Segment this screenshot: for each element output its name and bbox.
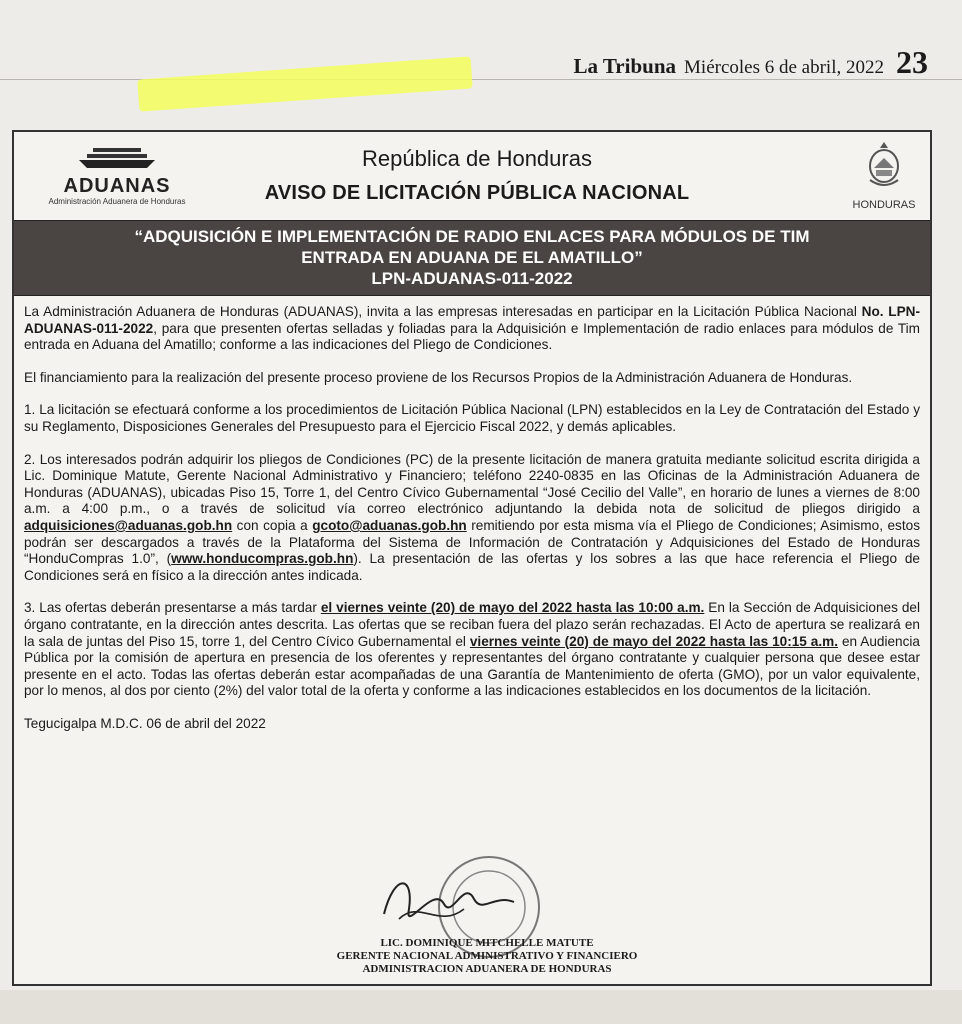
tender-title-banner xyxy=(14,220,930,296)
aduanas-logo xyxy=(22,146,212,206)
honduras-wordmark: HONDURAS xyxy=(852,199,916,211)
republic-title: República de Honduras xyxy=(362,146,592,171)
banner-line-3: LPN-ADUANAS-011-2022 xyxy=(371,269,573,288)
aduanas-subtitle: Administración Aduanera de Honduras xyxy=(48,197,186,206)
tender-notice xyxy=(12,130,932,986)
newspaper-masthead xyxy=(573,44,928,81)
opening-date: viernes veinte (20) de mayo del 2022 hasta las 10:15 a.m. xyxy=(469,633,839,649)
notice-title-block xyxy=(224,146,730,205)
place-and-date: Tegucigalpa M.D.C. 06 de abril del 2022 xyxy=(24,715,266,731)
banner-line-2: ENTRADA EN ADUANA DE EL AMATILLO” xyxy=(301,248,643,267)
notice-title: AVISO DE LICITACIÓN PÚBLICA NACIONAL xyxy=(264,182,690,204)
publication-date: Miércoles 6 de abril, 2022 xyxy=(684,57,884,78)
signer-name: LIC. DOMINIQUE MITCHELLE MATUTE xyxy=(380,937,594,949)
honduras-logo xyxy=(844,140,924,211)
email-link-adquisiciones[interactable]: adquisiciones@aduanas.gob.hn xyxy=(24,517,233,533)
list-item-2: 2. Los interesados podrán adquirir los pliegos de Condiciones (PC) de la presente licitación de manera gratuita mediante solicitud escrita dirigida a Lic. Dominique Matute, Gerente Nacional Administrativo y Financiero; teléfono 2240-0835 en las Oficinas de la Administración Aduanera de Honduras (ADUANAS), ubicadas Piso 15, Torre 1, del Centro Cívico Gubernamental “José Cecilio del Valle”, en horario de lunes a viernes de 8:00 a.m. a 4:00 p.m., o a través de solicitud vía correo electrónico adjuntando la debida nota de solicitud de pliegos dirigido a adquisiciones@aduanas.gob.hn con copia a gcoto@aduanas.gob.hn remitiendo por esta misma vía el Pliego de Condiciones; Asimismo, estos podrán ser descargados a través de la Plataforma del Sistema de Información de Contratación y Adquisiciones del Estado de Honduras “HonduCompras 1.0”, (www.honducompras.gob.hn). La presentación de las ofertas y los sobres a las que hace referencia el Pliego de Condiciones será en físico a la dirección antes indicada. xyxy=(24,451,920,583)
submission-deadline: el viernes veinte (20) de mayo del 2022 hasta las 10:00 a.m. xyxy=(320,600,705,616)
honducompras-link[interactable]: www.honducompras.gob.hn xyxy=(171,551,354,567)
intro-paragraph: La Administración Aduanera de Honduras (ADUANAS), invita a las empresas interesadas en participar en la Licitación Pública Nacional No. LPN-ADUANAS-011-2022, para que presenten ofertas selladas y foliadas para la Adquisición e Implementación de radio enlaces para módulos de Tim entrada en Aduana del Amatillo; conforme a las indicaciones del Pliego de Condiciones. xyxy=(24,304,921,353)
notice-header xyxy=(14,132,930,220)
signer-organization: ADMINISTRACION ADUANERA DE HONDURAS xyxy=(362,963,612,975)
coat-of-arms-icon xyxy=(864,140,904,192)
email-link-gcoto[interactable]: gcoto@aduanas.gob.hn xyxy=(312,517,467,533)
signature-block xyxy=(14,937,930,976)
handwritten-signature xyxy=(374,864,524,944)
list-item-1: 1. La licitación se efectuará conforme a los procedimientos de Licitación Pública Nacional (LPN) establecidos en la Ley de Contratación del Estado y su Reglamento, Disposiciones Generales del Presupuesto para el Ejercicio Fiscal 2022, y demás aplicables. xyxy=(24,402,920,434)
ship-icon xyxy=(77,146,157,170)
publication-name: La Tribuna xyxy=(573,54,677,78)
financing-paragraph: El financiamiento para la realización del presente proceso proviene de los Recursos Propios de la Administración Aduanera de Honduras. xyxy=(24,369,853,385)
banner-line-1: “ADQUISICIÓN E IMPLEMENTACIÓN DE RADIO ENLACES PARA MÓDULOS DE TIM xyxy=(134,227,810,246)
notice-body xyxy=(14,296,930,732)
marker-highlight xyxy=(137,56,472,111)
page-number: 23 xyxy=(896,44,928,80)
signer-role: GERENTE NACIONAL ADMINISTRATIVO Y FINANCIERO xyxy=(336,950,638,962)
aduanas-wordmark: ADUANAS xyxy=(63,175,171,197)
list-item-3: 3. Las ofertas deberán presentarse a más tardar el viernes veinte (20) de mayo del 2022 hasta las 10:00 a.m. En la Sección de Adquisiciones del órgano contratante, en la dirección antes descrita. Las ofertas que se reciban fuera del plazo serán rechazadas. El Acto de apertura se realizará en la sala de juntas del Piso 15, torre 1, del Centro Cívico Gubernamental el viernes veinte (20) de mayo del 2022 hasta las 10:15 a.m. en Audiencia Pública por la comisión de apertura en presencia de los oferentes y representantes del órgano contratante y cualquier persona que desee estar presente en el acto. Todas las ofertas deberán estar acompañadas de una Garantía de Mantenimiento de oferta (GMO), por un valor equivalente, por lo menos, al dos por ciento (2%) del valor total de la oferta y conforme a las indicaciones establecidos en los documentos de la licitación. xyxy=(24,600,921,699)
adjacent-page-content xyxy=(0,990,962,1024)
tender-number: No. LPN-ADUANAS-011-2022 xyxy=(24,304,921,336)
